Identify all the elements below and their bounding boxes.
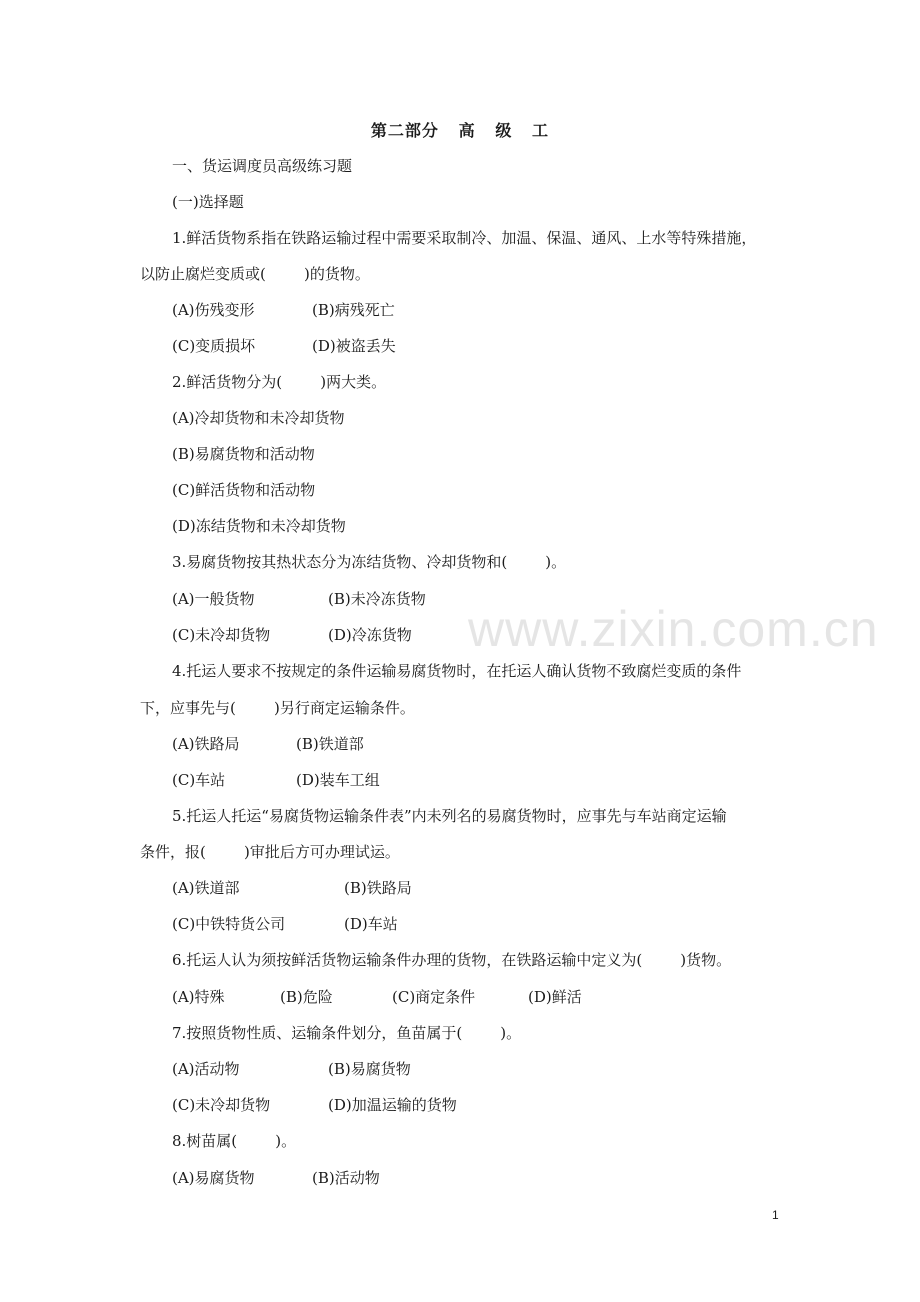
page-number: 1 (772, 1208, 779, 1222)
question-5-option-a: (A)铁道部 (172, 879, 240, 897)
question-4-option-b: (B)铁道部 (296, 735, 364, 753)
page-title: 第二部分 高 级 工 (370, 121, 550, 140)
question-1-option-d: (D)被盗丢失 (312, 337, 396, 355)
section-heading: 一、货运调度员高级练习题 (172, 157, 353, 175)
question-3-option-d: (D)冷冻货物 (328, 626, 412, 644)
question-7-option-d: (D)加温运输的货物 (328, 1096, 457, 1114)
question-1-option-b: (B)病残死亡 (312, 301, 395, 319)
question-5-option-c: (C)中铁特货公司 (172, 915, 286, 933)
watermark: www.zixin.com.cn (468, 601, 879, 657)
question-7-option-b: (B)易腐货物 (328, 1060, 411, 1078)
question-1-option-a: (A)伤残变形 (172, 301, 255, 319)
question-6-option-d: (D)鲜活 (528, 988, 582, 1006)
question-3-option-b: (B)未冷冻货物 (328, 590, 426, 608)
question-3-stem: 3.易腐货物按其热状态分为冻结货物、冷却货物和( )。 (172, 553, 567, 571)
question-6-option-a: (A)特殊 (172, 988, 225, 1006)
question-4-stem: 4.托运人要求不按规定的条件运输易腐货物时，在托运人确认货物不致腐烂变质的条件 (172, 662, 742, 680)
question-5-option-d: (D)车站 (344, 915, 398, 933)
question-3-option-c: (C)未冷却货物 (172, 626, 271, 644)
question-5-option-b: (B)铁路局 (344, 879, 412, 897)
question-1-option-c: (C)变质损坏 (172, 337, 256, 355)
question-4-option-d: (D)装车工组 (296, 771, 380, 789)
question-4-stem-cont: 下，应事先与( )另行商定运输条件。 (140, 699, 415, 717)
question-5-stem-cont: 条件，报( )审批后方可办理试运。 (140, 843, 400, 861)
question-4-option-a: (A)铁路局 (172, 735, 240, 753)
question-6-option-c: (C)商定条件 (392, 988, 476, 1006)
question-8-option-a: (A)易腐货物 (172, 1169, 255, 1187)
question-6-option-b: (B)危险 (280, 988, 333, 1006)
question-7-option-c: (C)未冷却货物 (172, 1096, 271, 1114)
question-2-stem: 2.鲜活货物分为( )两大类。 (172, 373, 387, 391)
question-8-option-b: (B)活动物 (312, 1169, 380, 1187)
question-7-option-a: (A)活动物 (172, 1060, 240, 1078)
question-8-stem: 8.树苗属( )。 (172, 1132, 297, 1150)
question-6-stem: 6.托运人认为须按鲜活货物运输条件办理的货物，在铁路运输中定义为( )货物。 (172, 951, 732, 969)
question-7-stem: 7.按照货物性质、运输条件划分，鱼苗属于( )。 (172, 1024, 522, 1042)
question-2-option-c: (C)鲜活货物和活动物 (172, 481, 316, 499)
question-4-option-c: (C)车站 (172, 771, 226, 789)
question-2-option-b: (B)易腐货物和活动物 (172, 445, 315, 463)
question-1-stem: 1.鲜活货物系指在铁路运输过程中需要采取制冷、加温、保温、通风、上水等特殊措施， (172, 229, 757, 247)
subsection-heading: (一)选择题 (172, 193, 244, 211)
question-1-stem-cont: 以防止腐烂变质或( )的货物。 (140, 265, 370, 283)
question-2-option-d: (D)冻结货物和未冷却货物 (172, 517, 346, 535)
question-3-option-a: (A)一般货物 (172, 590, 255, 608)
question-2-option-a: (A)冷却货物和未冷却货物 (172, 409, 345, 427)
question-5-stem: 5.托运人托运“易腐货物运输条件表”内未列名的易腐货物时，应事先与车站商定运输 (172, 807, 727, 825)
